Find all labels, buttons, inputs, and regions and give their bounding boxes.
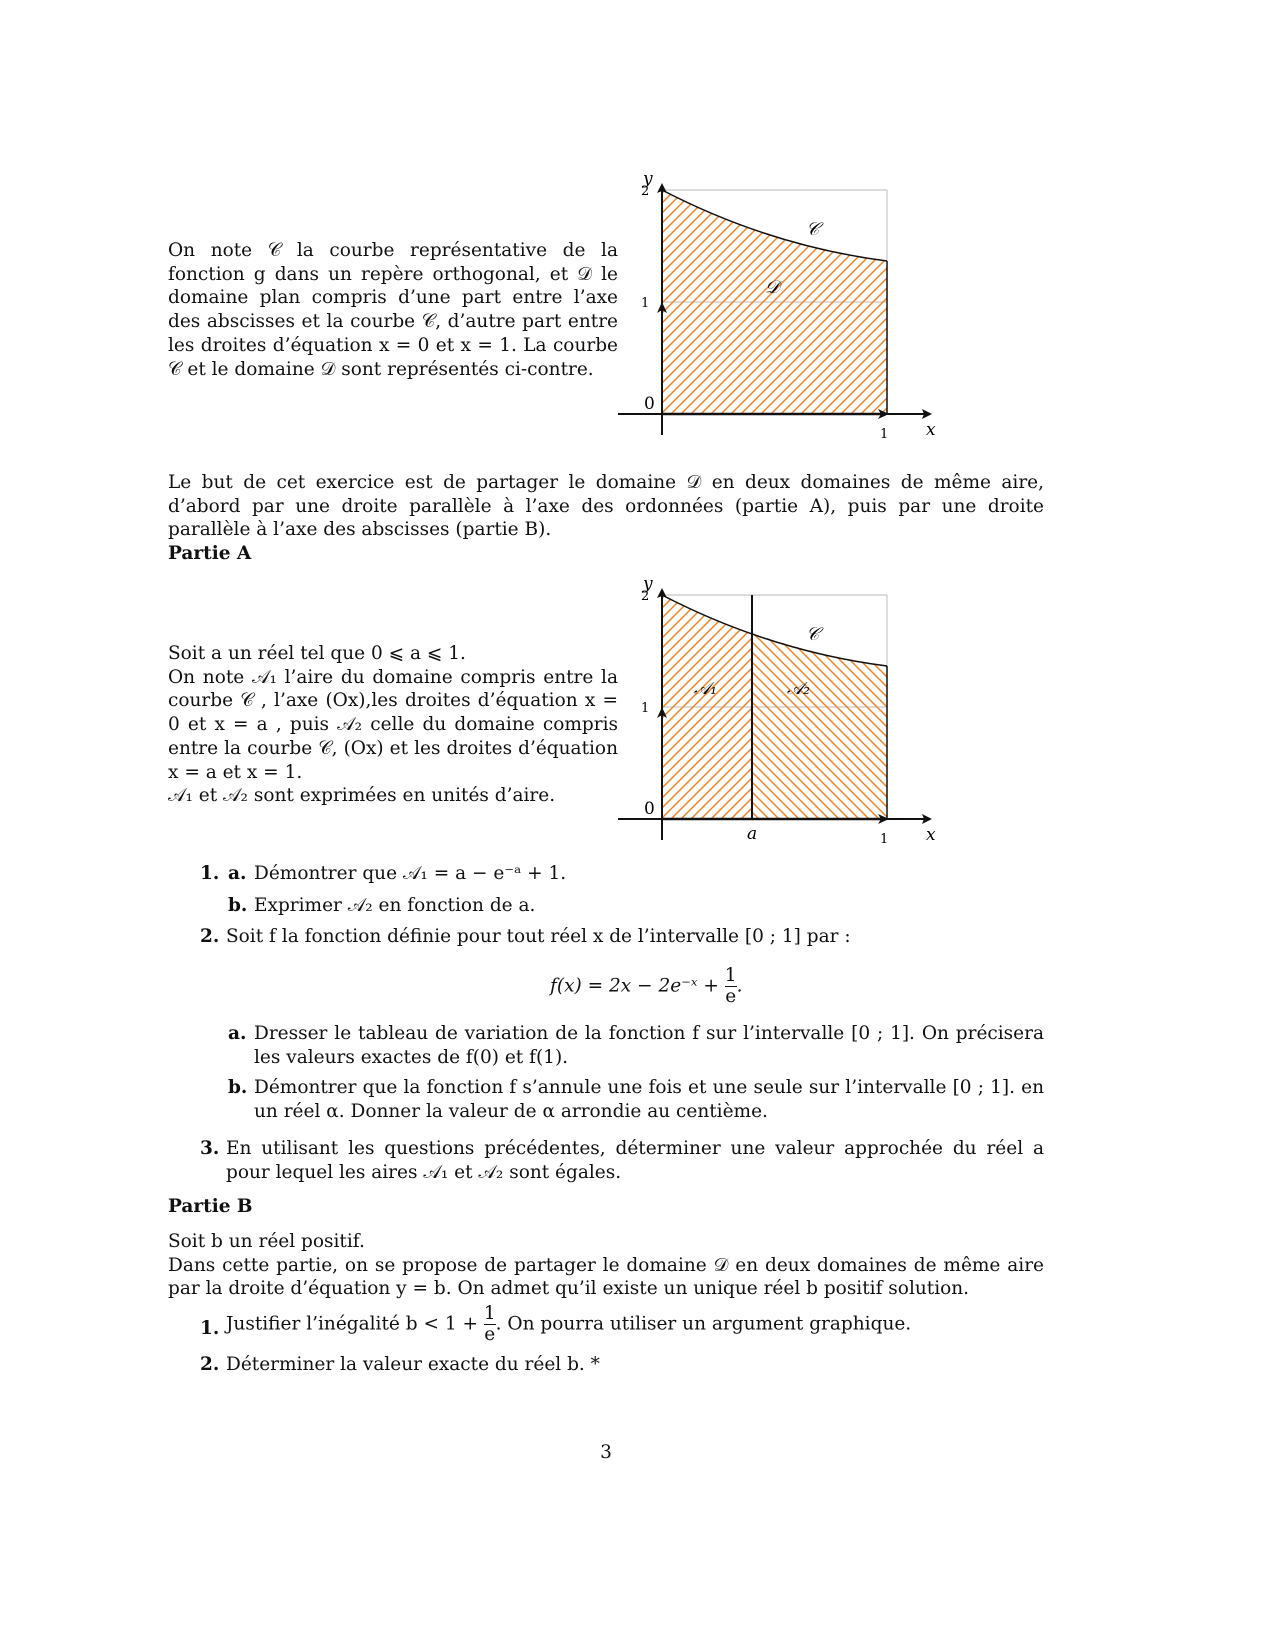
- question-text: Dresser le tableau de variation de la fonction f sur l’intervalle [0 ; 1]. On précisera les valeurs exactes de f(0) et f(1).: [254, 1023, 1044, 1068]
- goal-paragraph: Le but de cet exercice est de partager le domaine 𝒟 en deux domaines de même aire, d’abord par une droite parallèle à l’axe des ordonnées (partie A), puis par une droite parallèle à l’axe des abscisses (partie B).: [168, 472, 1044, 541]
- text-after: . On pourra utiliser un argument graphique.: [495, 1313, 912, 1335]
- formula-f: [550, 966, 742, 1007]
- question-text: En utilisant les questions précédentes, déterminer une valeur approchée du réel a pour lequel les aires 𝒜₁ et 𝒜₂ sont égales.: [226, 1138, 1044, 1183]
- curve-label: 𝒞: [806, 219, 820, 240]
- area1-label: 𝒜₁: [694, 679, 717, 699]
- part-b-intro-line-1: Soit b un réel positif.: [168, 1231, 365, 1252]
- question-a3: [200, 1137, 1044, 1184]
- formula-left: f(x) = 2x − 2e⁻ˣ +: [550, 975, 719, 997]
- fraction-numerator: 1: [483, 1303, 496, 1324]
- tick-y2: 2: [641, 589, 650, 604]
- question-text: Démontrer que 𝒜₁ = a − e⁻ᵃ + 1.: [254, 863, 567, 884]
- part-a-intro: [168, 642, 618, 808]
- y-axis-label: y: [643, 574, 653, 594]
- fraction-numerator: 1: [724, 965, 737, 986]
- sub-label-a: a.: [228, 1023, 247, 1044]
- question-text: Démontrer que la fonction f s’annule une fois et une seule sur l’intervalle [0 ; 1]. en un réel α. Donner la valeur de α arrondie au centième.: [254, 1077, 1044, 1122]
- fraction-denominator: e: [725, 986, 737, 1007]
- region-a2: [752, 633, 887, 819]
- fraction-denominator: e: [484, 1324, 496, 1345]
- figure-2: [610, 570, 950, 850]
- curve-label: 𝒞: [806, 624, 820, 645]
- text-before: Justifier l’inégalité b < 1 +: [226, 1313, 478, 1335]
- sub-label-b: b.: [228, 1077, 248, 1098]
- tick-x1: 1: [880, 832, 889, 847]
- question-number: 1.: [200, 1318, 220, 1339]
- domain-d: [662, 190, 887, 414]
- origin-label: 0: [644, 799, 655, 819]
- formula-fraction: [725, 966, 737, 1007]
- x-axis-label: x: [926, 420, 936, 440]
- sub-label-b: b.: [228, 895, 248, 916]
- question-number: 3.: [200, 1138, 220, 1159]
- formula-end: .: [736, 975, 743, 997]
- part-b-intro-line-2: Dans cette partie, on se propose de partager le domaine 𝒟 en deux domaines de même aire par la droite d’équation y = b. On admet qu’il existe un unique réel b positif solution.: [168, 1254, 1044, 1300]
- figure-1: [610, 165, 950, 445]
- area2-label: 𝒜₂: [787, 679, 810, 699]
- tick-y1: 1: [641, 701, 650, 716]
- y-axis-label: y: [643, 169, 653, 189]
- tick-y2: 2: [641, 184, 650, 199]
- question-number: 2.: [200, 1354, 220, 1375]
- part-a-title: Partie A: [168, 543, 252, 564]
- question-a2b: [228, 1076, 1044, 1123]
- part-b-title: Partie B: [168, 1196, 253, 1217]
- origin-label: 0: [644, 394, 655, 414]
- fraction: [484, 1304, 496, 1345]
- x-axis-label: x: [926, 825, 936, 845]
- question-text: [226, 1304, 911, 1345]
- question-number: 2.: [200, 926, 220, 947]
- tick-y1: 1: [641, 296, 650, 311]
- page-number: 3: [600, 1442, 612, 1463]
- question-text: Soit f la fonction définie pour tout réel x de l’intervalle [0 ; 1] par :: [226, 926, 851, 947]
- tick-x1: 1: [880, 427, 889, 442]
- question-number: 1.: [200, 863, 220, 884]
- part-a-intro-line-3: 𝒜₁ et 𝒜₂ sont exprimées en unités d’aire.: [168, 785, 556, 807]
- sub-label-a: a.: [228, 863, 247, 884]
- question-a2a: [228, 1022, 1044, 1069]
- question-b1: [200, 1304, 1044, 1352]
- part-a-intro-line-1: Soit a un réel tel que 0 ⩽ a ⩽ 1.: [168, 643, 466, 664]
- intro-paragraph: On note 𝒞 la courbe représentative de la fonction g dans un repère orthogonal, et 𝒟 le domaine plan compris d’une part entre l’axe des abscisses et la courbe 𝒞, d’autre part entre les droites d’équation x = 0 et x = 1. La courbe 𝒞 et le domaine 𝒟 sont représentés ci-contre.: [168, 240, 618, 380]
- question-text: Exprimer 𝒜₂ en fonction de a.: [254, 895, 536, 916]
- a-label: a: [747, 824, 758, 844]
- part-a-intro-line-2: On note 𝒜₁ l’aire du domaine compris entre la courbe 𝒞 , l’axe (Ox),les droites d’équation x = 0 et x = a , puis 𝒜₂ celle du domaine compris entre la courbe 𝒞, (Ox) et les droites d’équation x = a et x = 1.: [168, 666, 618, 783]
- part-b-intro: [168, 1230, 1044, 1301]
- question-text: Déterminer la valeur exacte du réel b. *: [226, 1354, 600, 1375]
- domain-label: 𝒟: [765, 277, 780, 298]
